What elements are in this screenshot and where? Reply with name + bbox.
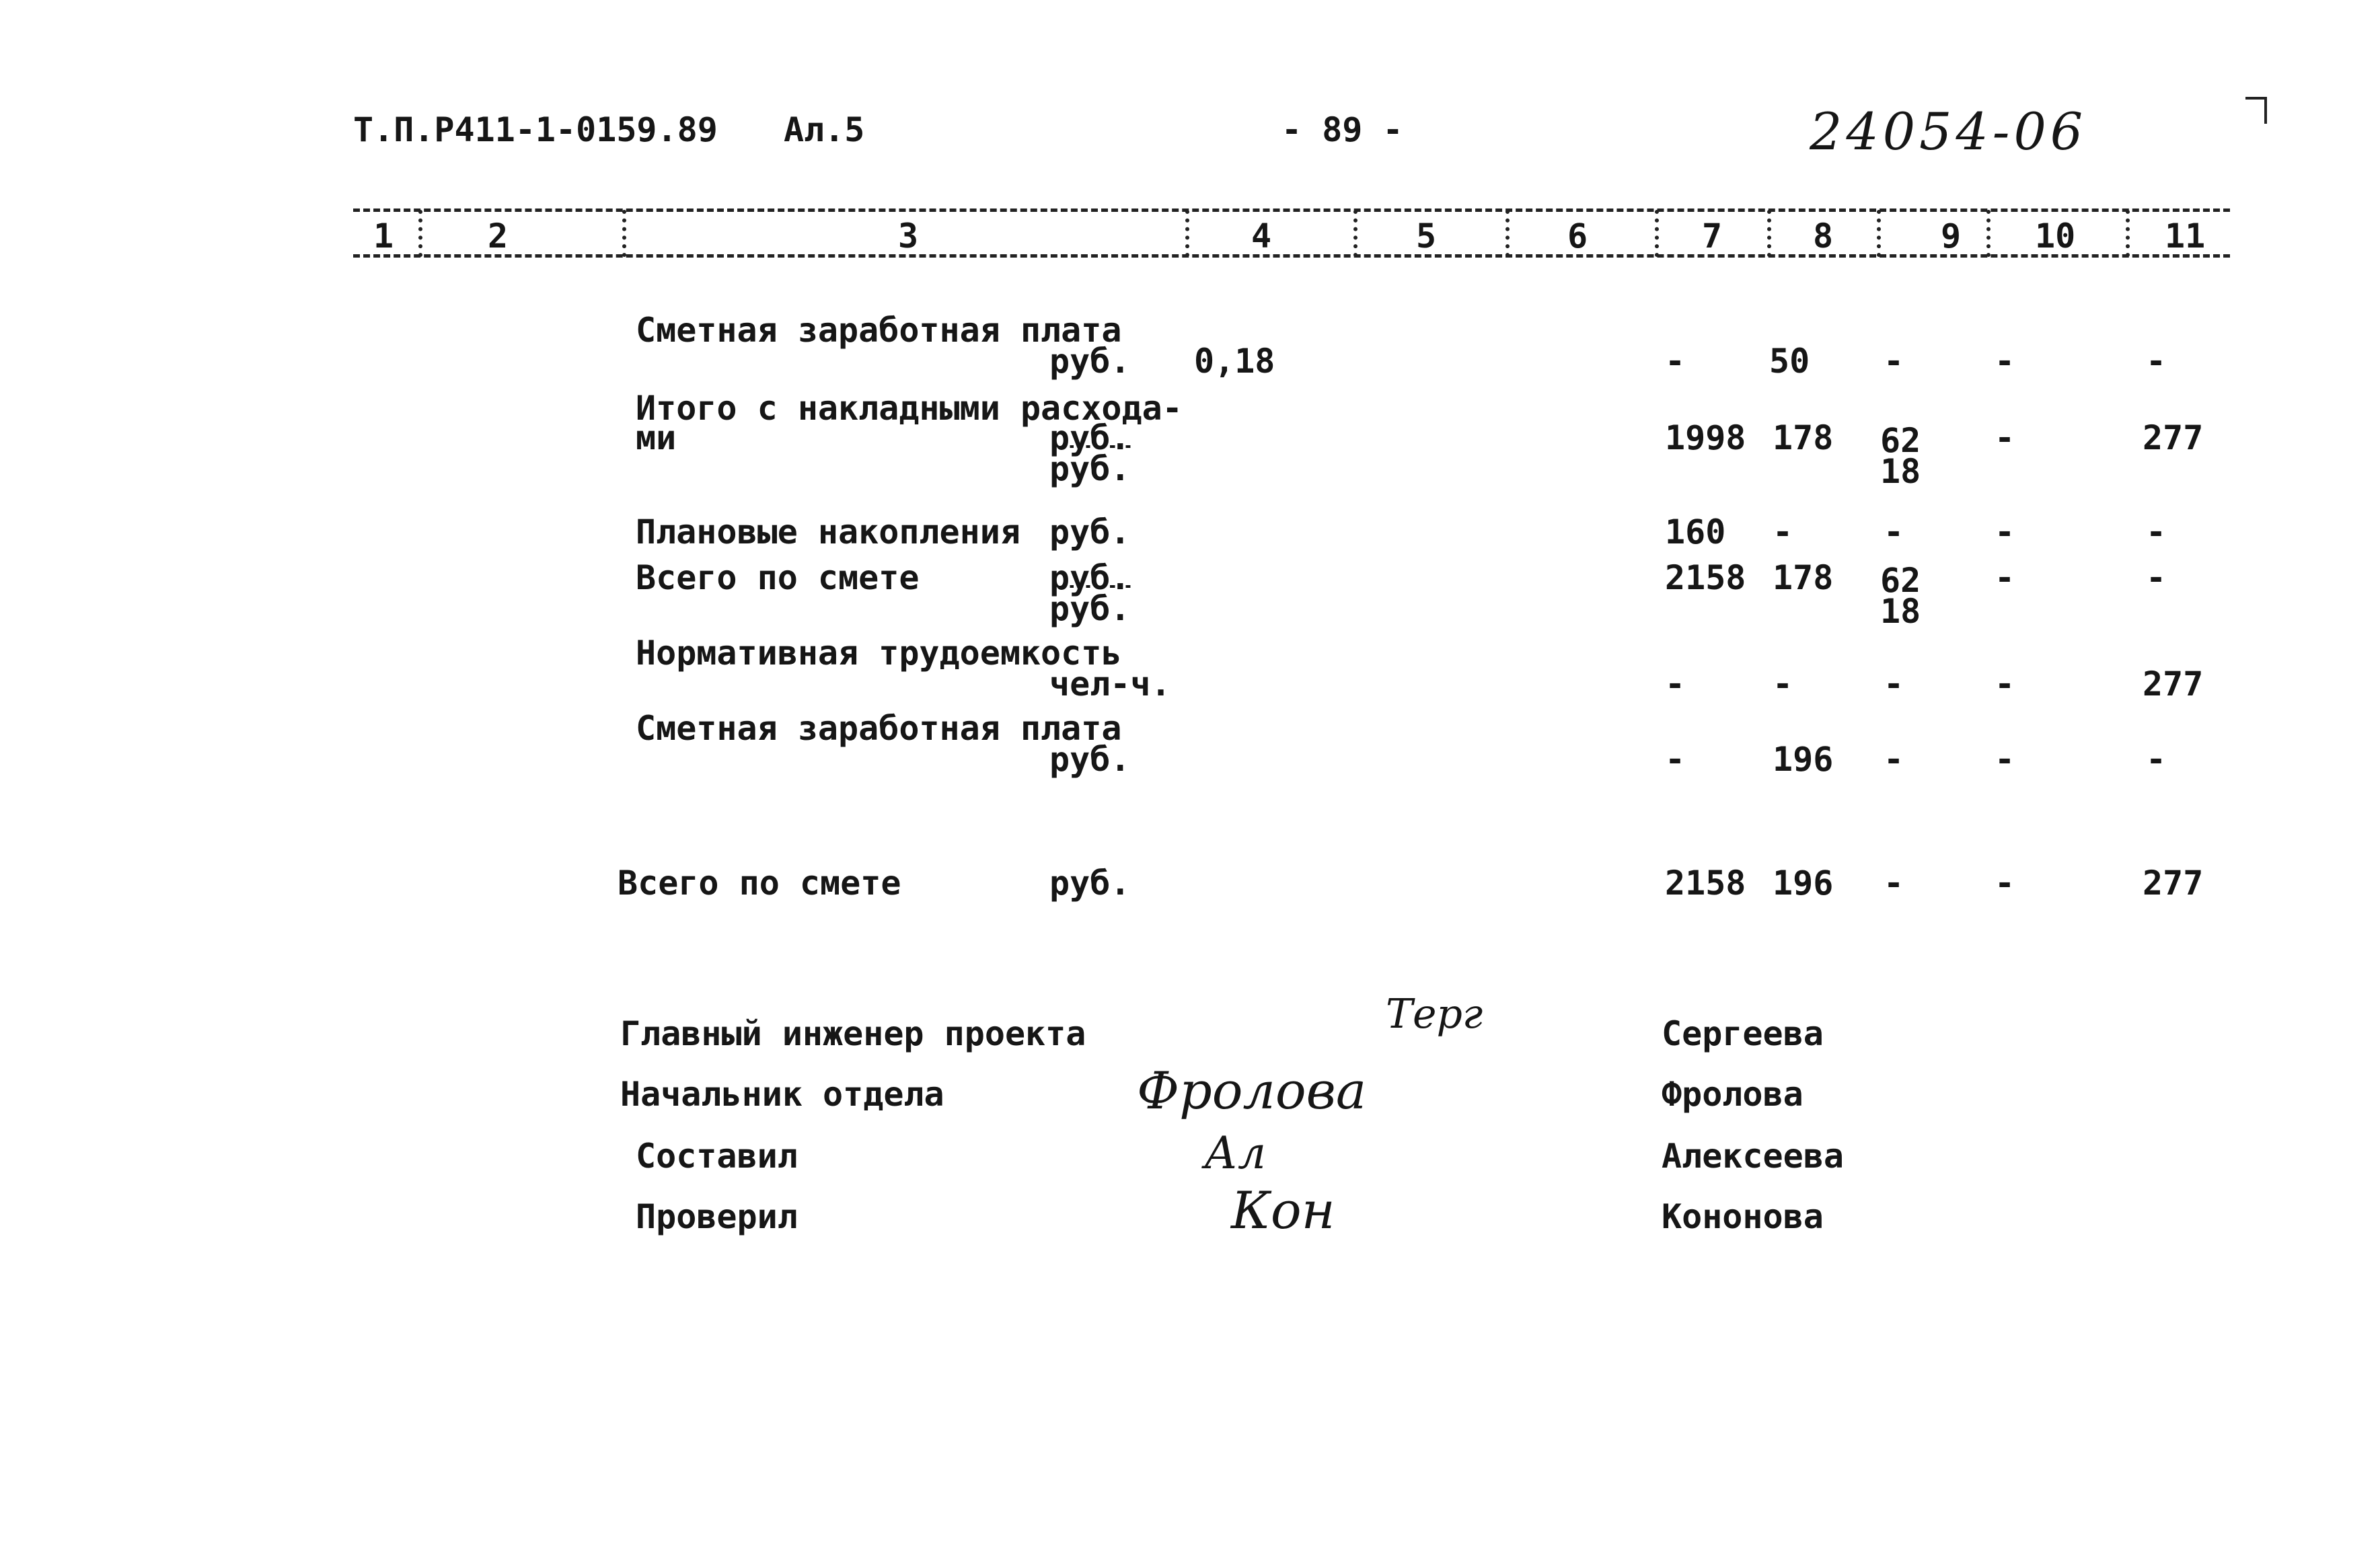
column-separator [1877, 210, 1881, 257]
row-unit: руб. [1049, 342, 1131, 381]
column-header: 9 [1941, 217, 1962, 256]
cell-col9-denominator: 18 [1880, 592, 1921, 631]
row-unit-denominator: руб. [1049, 449, 1131, 488]
album-number: Ал.5 [784, 110, 865, 149]
column-separator [2126, 210, 2130, 257]
row-unit-numerator: руб. [1049, 558, 1131, 597]
row-label: Сметная заработная плата [636, 311, 1122, 350]
row-label: Итого с накладными расхода- [636, 389, 1183, 428]
cell-col4: 0,18 [1194, 342, 1275, 381]
cell-col8: 178 [1773, 418, 1834, 457]
handwritten-signature: Кон [1231, 1180, 1335, 1240]
signature-name: Кононова [1662, 1197, 1824, 1236]
column-header: 5 [1416, 217, 1437, 256]
row-label: Нормативная трудоемкость [636, 634, 1122, 673]
cell-col9-numerator: 62 [1880, 561, 1921, 600]
cell-col8: - [1773, 665, 1793, 704]
signature-role: Главный инженер проекта [620, 1014, 1086, 1053]
cell-col7: 2158 [1665, 558, 1746, 597]
signature-role: Составил [636, 1137, 798, 1176]
cell-col8: - [1773, 513, 1793, 552]
corner-mark [2245, 97, 2267, 124]
cell-col9: - [1884, 740, 1904, 779]
column-header: 2 [488, 217, 509, 256]
total-col10: - [1995, 864, 2015, 903]
column-header: 4 [1251, 217, 1272, 256]
cell-col9: - [1884, 342, 1904, 381]
handwritten-signature: Терг [1386, 991, 1483, 1038]
row-label-cont: ми [636, 418, 677, 457]
column-separator [1505, 210, 1510, 257]
column-header: 10 [2035, 217, 2076, 256]
cell-col9-denominator: 18 [1880, 452, 1921, 491]
total-unit: руб. [1049, 864, 1131, 903]
column-header: 1 [373, 217, 394, 256]
signature-role: Проверил [636, 1197, 798, 1236]
header-top-line [353, 208, 2230, 212]
handwritten-signature: Ал [1204, 1127, 1267, 1179]
signature-role: Начальник отдела [620, 1075, 944, 1114]
cell-col8: 196 [1773, 740, 1834, 779]
column-header: 8 [1813, 217, 1834, 256]
inventory-stamp: 24054-06 [1810, 102, 2087, 161]
cell-col11: 277 [2143, 418, 2204, 457]
total-col9: - [1884, 864, 1904, 903]
handwritten-signature: Фролова [1137, 1061, 1367, 1121]
column-separator [622, 210, 626, 257]
total-col11: 277 [2143, 864, 2204, 903]
column-header: 6 [1567, 217, 1588, 256]
row-unit-denominator: руб. [1049, 589, 1131, 628]
row-unit: чел-ч. [1049, 665, 1171, 704]
column-header: 3 [898, 217, 919, 256]
cell-col10: - [1995, 740, 2015, 779]
cell-col8: 178 [1773, 558, 1834, 597]
cell-col10: - [1995, 665, 2015, 704]
row-label: Сметная заработная плата [636, 709, 1122, 748]
page-number: - 89 - [1281, 110, 1403, 149]
row-unit: руб. [1049, 513, 1131, 552]
column-separator [1767, 210, 1771, 257]
column-header: 11 [2165, 217, 2206, 256]
row-unit: руб. [1049, 740, 1131, 779]
cell-col11: - [2146, 342, 2167, 381]
cell-col7: - [1665, 342, 1686, 381]
cell-col7: - [1665, 740, 1686, 779]
cell-col7: - [1665, 665, 1686, 704]
cell-col9: - [1884, 665, 1904, 704]
cell-col8: 50 [1769, 342, 1810, 381]
signature-name: Сергеева [1662, 1014, 1824, 1053]
cell-col7: 1998 [1665, 418, 1746, 457]
column-separator [1353, 210, 1358, 257]
row-label: Всего по смете [636, 558, 920, 597]
cell-col9-numerator: 62 [1880, 421, 1921, 460]
cell-col10: - [1995, 558, 2015, 597]
cell-col11: 277 [2143, 665, 2204, 704]
row-label: Плановые накопления [636, 513, 1020, 552]
total-label: Всего по смете [618, 864, 901, 903]
column-separator [1986, 210, 1991, 257]
column-separator [1185, 210, 1189, 257]
cell-col9: - [1884, 513, 1904, 552]
column-separator [1655, 210, 1659, 257]
cell-col11: - [2146, 558, 2167, 597]
document-code: Т.П.Р411-1-0159.89 [353, 110, 718, 149]
row-unit-numerator: руб. [1049, 418, 1131, 457]
column-separator [418, 210, 422, 257]
signature-name: Алексеева [1662, 1137, 1844, 1176]
cell-col10: - [1995, 418, 2015, 457]
cell-col10: - [1995, 513, 2015, 552]
cell-col7: 160 [1665, 513, 1726, 552]
total-col8: 196 [1773, 864, 1834, 903]
cell-col11: - [2146, 513, 2167, 552]
signature-name: Фролова [1662, 1075, 1803, 1114]
total-col7: 2158 [1665, 864, 1746, 903]
cell-col11: - [2146, 740, 2167, 779]
column-header: 7 [1702, 217, 1723, 256]
cell-col10: - [1995, 342, 2015, 381]
